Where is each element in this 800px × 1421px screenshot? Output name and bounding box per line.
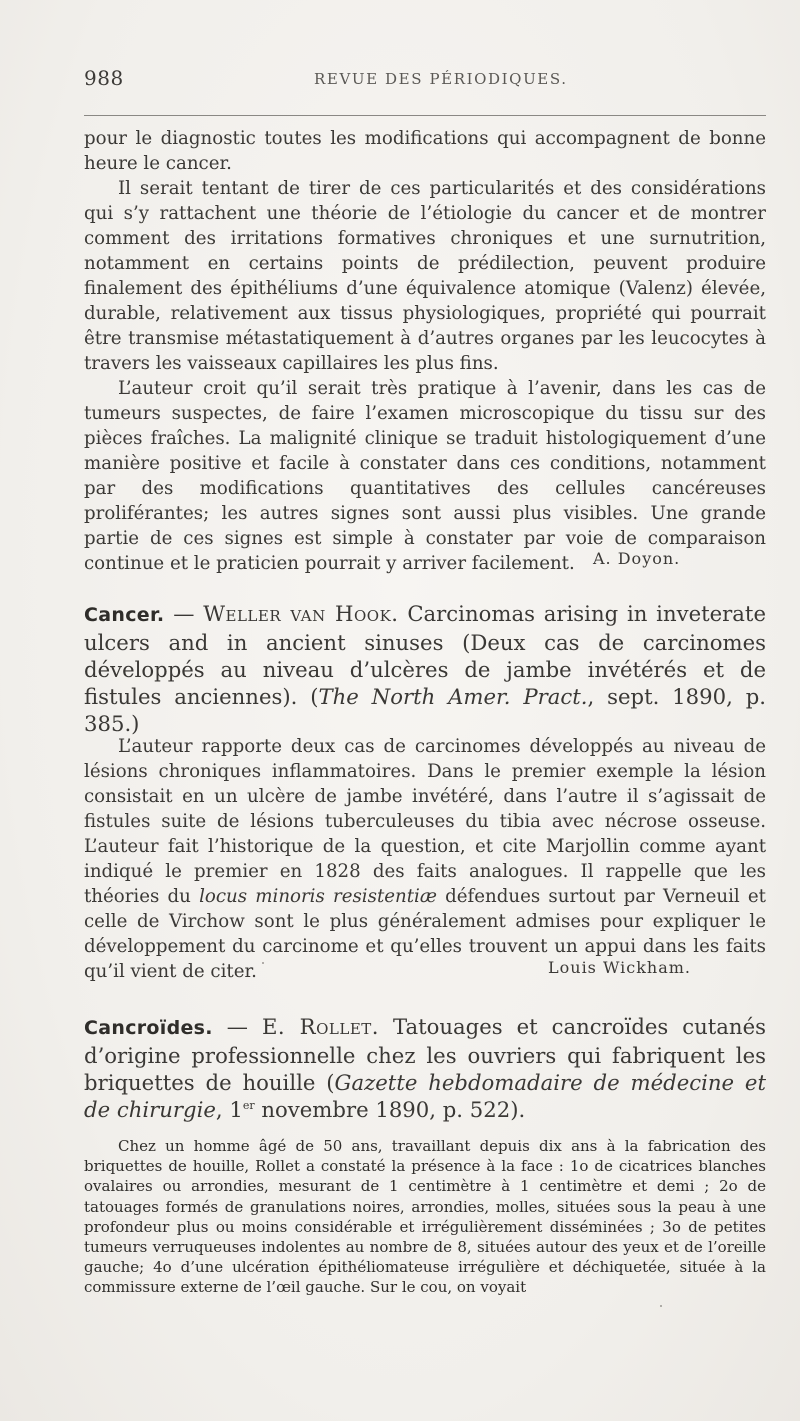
entry-body-cancer — [84, 734, 766, 984]
running-head — [84, 66, 764, 92]
entry-author: E. Rollet. — [261, 1014, 380, 1039]
entry-author: Weller van Hook. — [203, 601, 399, 626]
signature-wickham: Louis Wickham. — [548, 958, 692, 977]
journal-title: REVUE DES PÉRIODIQUES. — [314, 70, 568, 88]
entry-citation: , 1 — [215, 1097, 243, 1122]
continued-paragraph-2: Il serait tentant de tirer de ces particularités et des considérations qui s’y rattachent une théorie de l’étiologie du cancer et de montrer comment des irritations formatives chroniques et une surnutrition, notamment en certains points de prédilection, peuvent produire finalement des épithéliums d’une équivalence atomique (Valenz) élevée, durable, relativement aux tissus physiologiques, propriété qui pourrait être transmise métastatiquement à d’autres organes par les leucocytes à travers les vaisseaux capillaires les plus fins. — [84, 178, 766, 374]
entry-body-text-2: défendues surtout par Verneuil et celle de Virchow sont le plus généralement admises pour expliquer le développement du carcinome et qu’elles trouvent un appui dans les faits qu’il vient de citer. — [84, 886, 766, 982]
entry-body-cancroides: Chez un homme âgé de 50 ans, travaillant depuis dix ans à la fabrication des briquettes de houille, Rollet a constaté la présence à la face : 1o de cicatrices blanches ovalaires ou arrondies, mesurant de 1 centimètre à 1 centimètre et demi ; 2o de tatouages formés de granulations noires, arrondies, molles, situées sous la peau à une profondeur plus ou moins considérable et irrégulièrement disséminées ; 3o de petites tumeurs verruqueuses indolentes au nombre de 8, situées autour des yeux et de l’oreille gauche; 4o d’une ulcération épithéliomateuse irrégulière et déchiquetée, située à la commissure externe de l’œil gauche. Sur le cou, on voyait — [84, 1137, 766, 1297]
entry-dash: — — [212, 1014, 262, 1039]
entry-citation: , sept. 1890, p. 385.) — [84, 684, 766, 736]
entry-journal: Gazette hebdomadaire de médecine et de chirurgie — [84, 1070, 766, 1122]
page-number: 988 — [84, 66, 124, 90]
signature-doyon: A. Doyon. — [593, 549, 681, 568]
header-rule — [84, 115, 766, 116]
entry-body-latin: locus minoris resistentiæ — [199, 886, 437, 907]
entry-journal: The North Amer. Pract. — [318, 684, 588, 709]
entry-title: Carcinomas arising in inveterate ulcers and in ancient sinuses (Deux cas de carcinomes développés au niveau d’ulcères de jambe invétérés et de fistules anciennes). ( — [84, 601, 766, 709]
entry-citation-end: novembre 1890, p. 522). — [254, 1097, 526, 1122]
entry-citation-superscript: er — [242, 1098, 255, 1112]
entry-dash: — — [164, 601, 204, 626]
scan-speck — [660, 1305, 662, 1307]
entry-body-text-1: L’auteur rapporte deux cas de carcinomes développés au niveau de lésions chroniques inflammatoires. Dans le premier exemple la lésion consistait en un ulcère de jambe invétéré, dans l’autre il s’agissait de fistules suite de lésions tuberculeuses du tibia avec nécrose osseuse. L’auteur fait l’historique de la question, et cite Marjollin comme ayant indiqué le premier en 1828 des faits analogues. Il rappelle que les théories du — [84, 736, 766, 907]
entry-heading-cancroides — [84, 1013, 766, 1123]
entry-heading-cancer — [84, 600, 766, 737]
continued-paragraph-3: L’auteur croit qu’il serait très pratique à l’avenir, dans les cas de tumeurs suspectes, de faire l’examen microscopique du tissu sur des pièces fraîches. La malignité clinique se traduit histologiquement d’une manière positive et facile à constater dans ces conditions, notamment par des modifications quantitatives des cellules cancéreuses proliférantes; les autres signes sont aussi plus visibles. Une grande partie de ces signes est simple à constater par voie de comparaison continue et le praticien pourrait y arriver facilement. — [84, 378, 766, 574]
entry-keyword: Cancer. — [84, 604, 165, 626]
scan-speck — [262, 962, 264, 964]
entry-keyword: Cancroïdes. — [84, 1017, 213, 1039]
entry-title: Tatouages et cancroïdes cutanés d’origine professionnelle chez les ouvriers qui fabriquent les briquettes de houille ( — [84, 1014, 766, 1095]
continued-paragraph-1: pour le diagnostic toutes les modifications qui accompagnent de bonne heure le cancer. — [84, 128, 766, 174]
